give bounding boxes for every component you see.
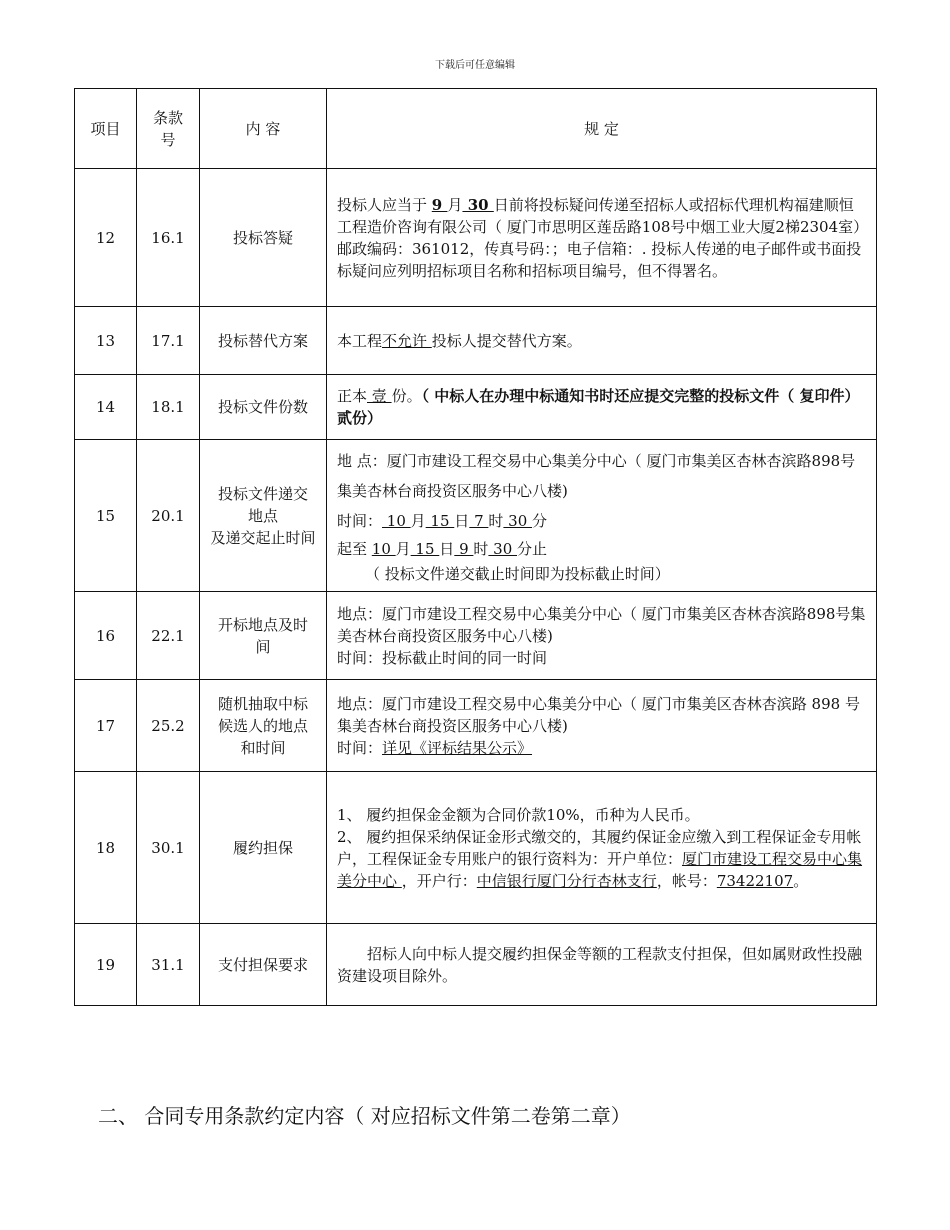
rule-text: 月 bbox=[447, 195, 463, 214]
bid-spec-table bbox=[74, 88, 877, 1006]
header-content: 内 容 bbox=[200, 89, 327, 169]
date-day: 30 bbox=[462, 195, 494, 214]
row-no: 13 bbox=[75, 307, 137, 375]
table-row bbox=[75, 375, 877, 440]
row-item: 履约担保 bbox=[200, 772, 327, 924]
row-clause: 16.1 bbox=[137, 169, 200, 307]
row-no: 17 bbox=[75, 680, 137, 772]
table-row bbox=[75, 307, 877, 375]
opening-address: 地点：厦门市建设工程交易中心集美分中心（ 厦门市集美区杏林杏滨路898号集美杏林台商投资区服务中心八楼) bbox=[337, 604, 866, 645]
account-bank: 中信银行厦门分行杏林支行 bbox=[476, 871, 657, 890]
rule-note: （ 中标人在办理中标通知书时还应提交完整的投标文件（ 复印件） 贰份） bbox=[337, 387, 860, 427]
header-item-no: 项目 bbox=[75, 89, 137, 169]
header-rule: 规 定 bbox=[327, 89, 877, 169]
rule-text: 份。 bbox=[391, 387, 422, 405]
row-rule bbox=[327, 924, 877, 1006]
row-clause: 17.1 bbox=[137, 307, 200, 375]
submission-end-time: 起至 10 月 15 日 9 时 30 分止 bbox=[337, 539, 548, 558]
row-item-line: 投标文件递交地点 bbox=[217, 484, 308, 525]
row-clause: 30.1 bbox=[137, 772, 200, 924]
rule-text: 投标人应当于 bbox=[337, 195, 432, 214]
draw-address: 地点：厦门市建设工程交易中心集美分中心（ 厦门市集美区杏林杏滨路 898 号集美杏林台商投资区服务中心八楼) bbox=[337, 694, 860, 735]
submission-start-time: 时间： 10 月 15 日 7 时 30 分 bbox=[337, 511, 548, 530]
section-title: 二、 合同专用条款约定内容（ 对应招标文件第二卷第二章） bbox=[98, 1104, 631, 1128]
account-number: 73422107 bbox=[716, 871, 794, 890]
row-rule bbox=[327, 772, 877, 924]
row-item: 投标答疑 bbox=[200, 169, 327, 307]
guarantee-account: 2、 履约担保采纳保证金形式缴交的，其履约保证金应缴入到工程保证金专用帐户，工程保证金专用账户的银行资料为：开户单位：厦门市建设工程交易中心集美分中心 ，开户行：中信银行厦门分行杏林支行，帐号：73422107。 bbox=[337, 827, 863, 890]
row-item: 投标替代方案 bbox=[200, 307, 327, 375]
row-rule bbox=[327, 440, 877, 592]
row-rule bbox=[327, 169, 877, 307]
header-clause-no: 条款号 bbox=[137, 89, 200, 169]
table-row bbox=[75, 924, 877, 1006]
opening-time: 时间：投标截止时间的同一时间 bbox=[337, 648, 548, 667]
rule-text: 投标人提交替代方案。 bbox=[431, 331, 582, 350]
row-no: 19 bbox=[75, 924, 137, 1006]
table-row bbox=[75, 169, 877, 307]
submission-address: 地 点：厦门市建设工程交易中心集美分中心（ 厦门市集美区杏林杏滨路898号集美杏林台商投资区服务中心八楼) bbox=[337, 451, 856, 500]
table-row bbox=[75, 772, 877, 924]
draw-time: 时间：详见《评标结果公示》 bbox=[337, 738, 533, 757]
rule-text: 本工程 bbox=[337, 331, 383, 350]
row-clause: 18.1 bbox=[137, 375, 200, 440]
row-clause: 20.1 bbox=[137, 440, 200, 592]
date-month: 9 bbox=[431, 195, 448, 214]
row-rule bbox=[327, 680, 877, 772]
row-item: 随机抽取中标候选人的地点和时间 bbox=[200, 680, 327, 772]
row-clause: 25.2 bbox=[137, 680, 200, 772]
row-item: 开标地点及时间 bbox=[200, 592, 327, 680]
table-header-row bbox=[75, 89, 877, 169]
payment-guarantee-text: 招标人向中标人提交履约担保金等额的工程款支付担保，但如属财政性投融资建设项目除外。 bbox=[337, 944, 863, 985]
rule-text: 正本 bbox=[337, 387, 368, 405]
row-rule bbox=[327, 592, 877, 680]
row-item bbox=[200, 440, 327, 592]
row-no: 18 bbox=[75, 772, 137, 924]
table-row bbox=[75, 440, 877, 592]
rule-option: 不允许 bbox=[382, 331, 432, 350]
row-no: 15 bbox=[75, 440, 137, 592]
row-item-line: 及递交起止时间 bbox=[210, 528, 316, 547]
table-row bbox=[75, 592, 877, 680]
submission-note: （ 投标文件递交截止时间即为投标截止时间） bbox=[365, 564, 670, 583]
row-no: 12 bbox=[75, 169, 137, 307]
row-rule bbox=[327, 375, 877, 440]
row-item: 投标文件份数 bbox=[200, 375, 327, 440]
table-row bbox=[75, 680, 877, 772]
copies-count: 壹 bbox=[367, 387, 392, 405]
row-clause: 22.1 bbox=[137, 592, 200, 680]
row-item: 支付担保要求 bbox=[200, 924, 327, 1006]
row-rule bbox=[327, 307, 877, 375]
row-no: 16 bbox=[75, 592, 137, 680]
rule-text: 日前将投标疑问传递至招标人或招标代理机构福建顺恒工程造价咨询有限公司（ 厦门市思明区莲岳路108号中烟工业大厦2梯2304室）邮政编码：361012，传真号码：；电子信箱：. 投标人传递的电子邮件或书面投标疑问应列明招标项目名称和招标项目编号，但不得署名。 bbox=[337, 195, 862, 280]
row-no: 14 bbox=[75, 375, 137, 440]
row-clause: 31.1 bbox=[137, 924, 200, 1006]
account-unit: 厦门市建设工程交易中心集美分中心 bbox=[337, 849, 863, 890]
guarantee-amount: 1、 履约担保金金额为合同价款10%，币种为人民币。 bbox=[337, 805, 700, 824]
page-header: 下载后可任意编辑 bbox=[435, 60, 515, 71]
